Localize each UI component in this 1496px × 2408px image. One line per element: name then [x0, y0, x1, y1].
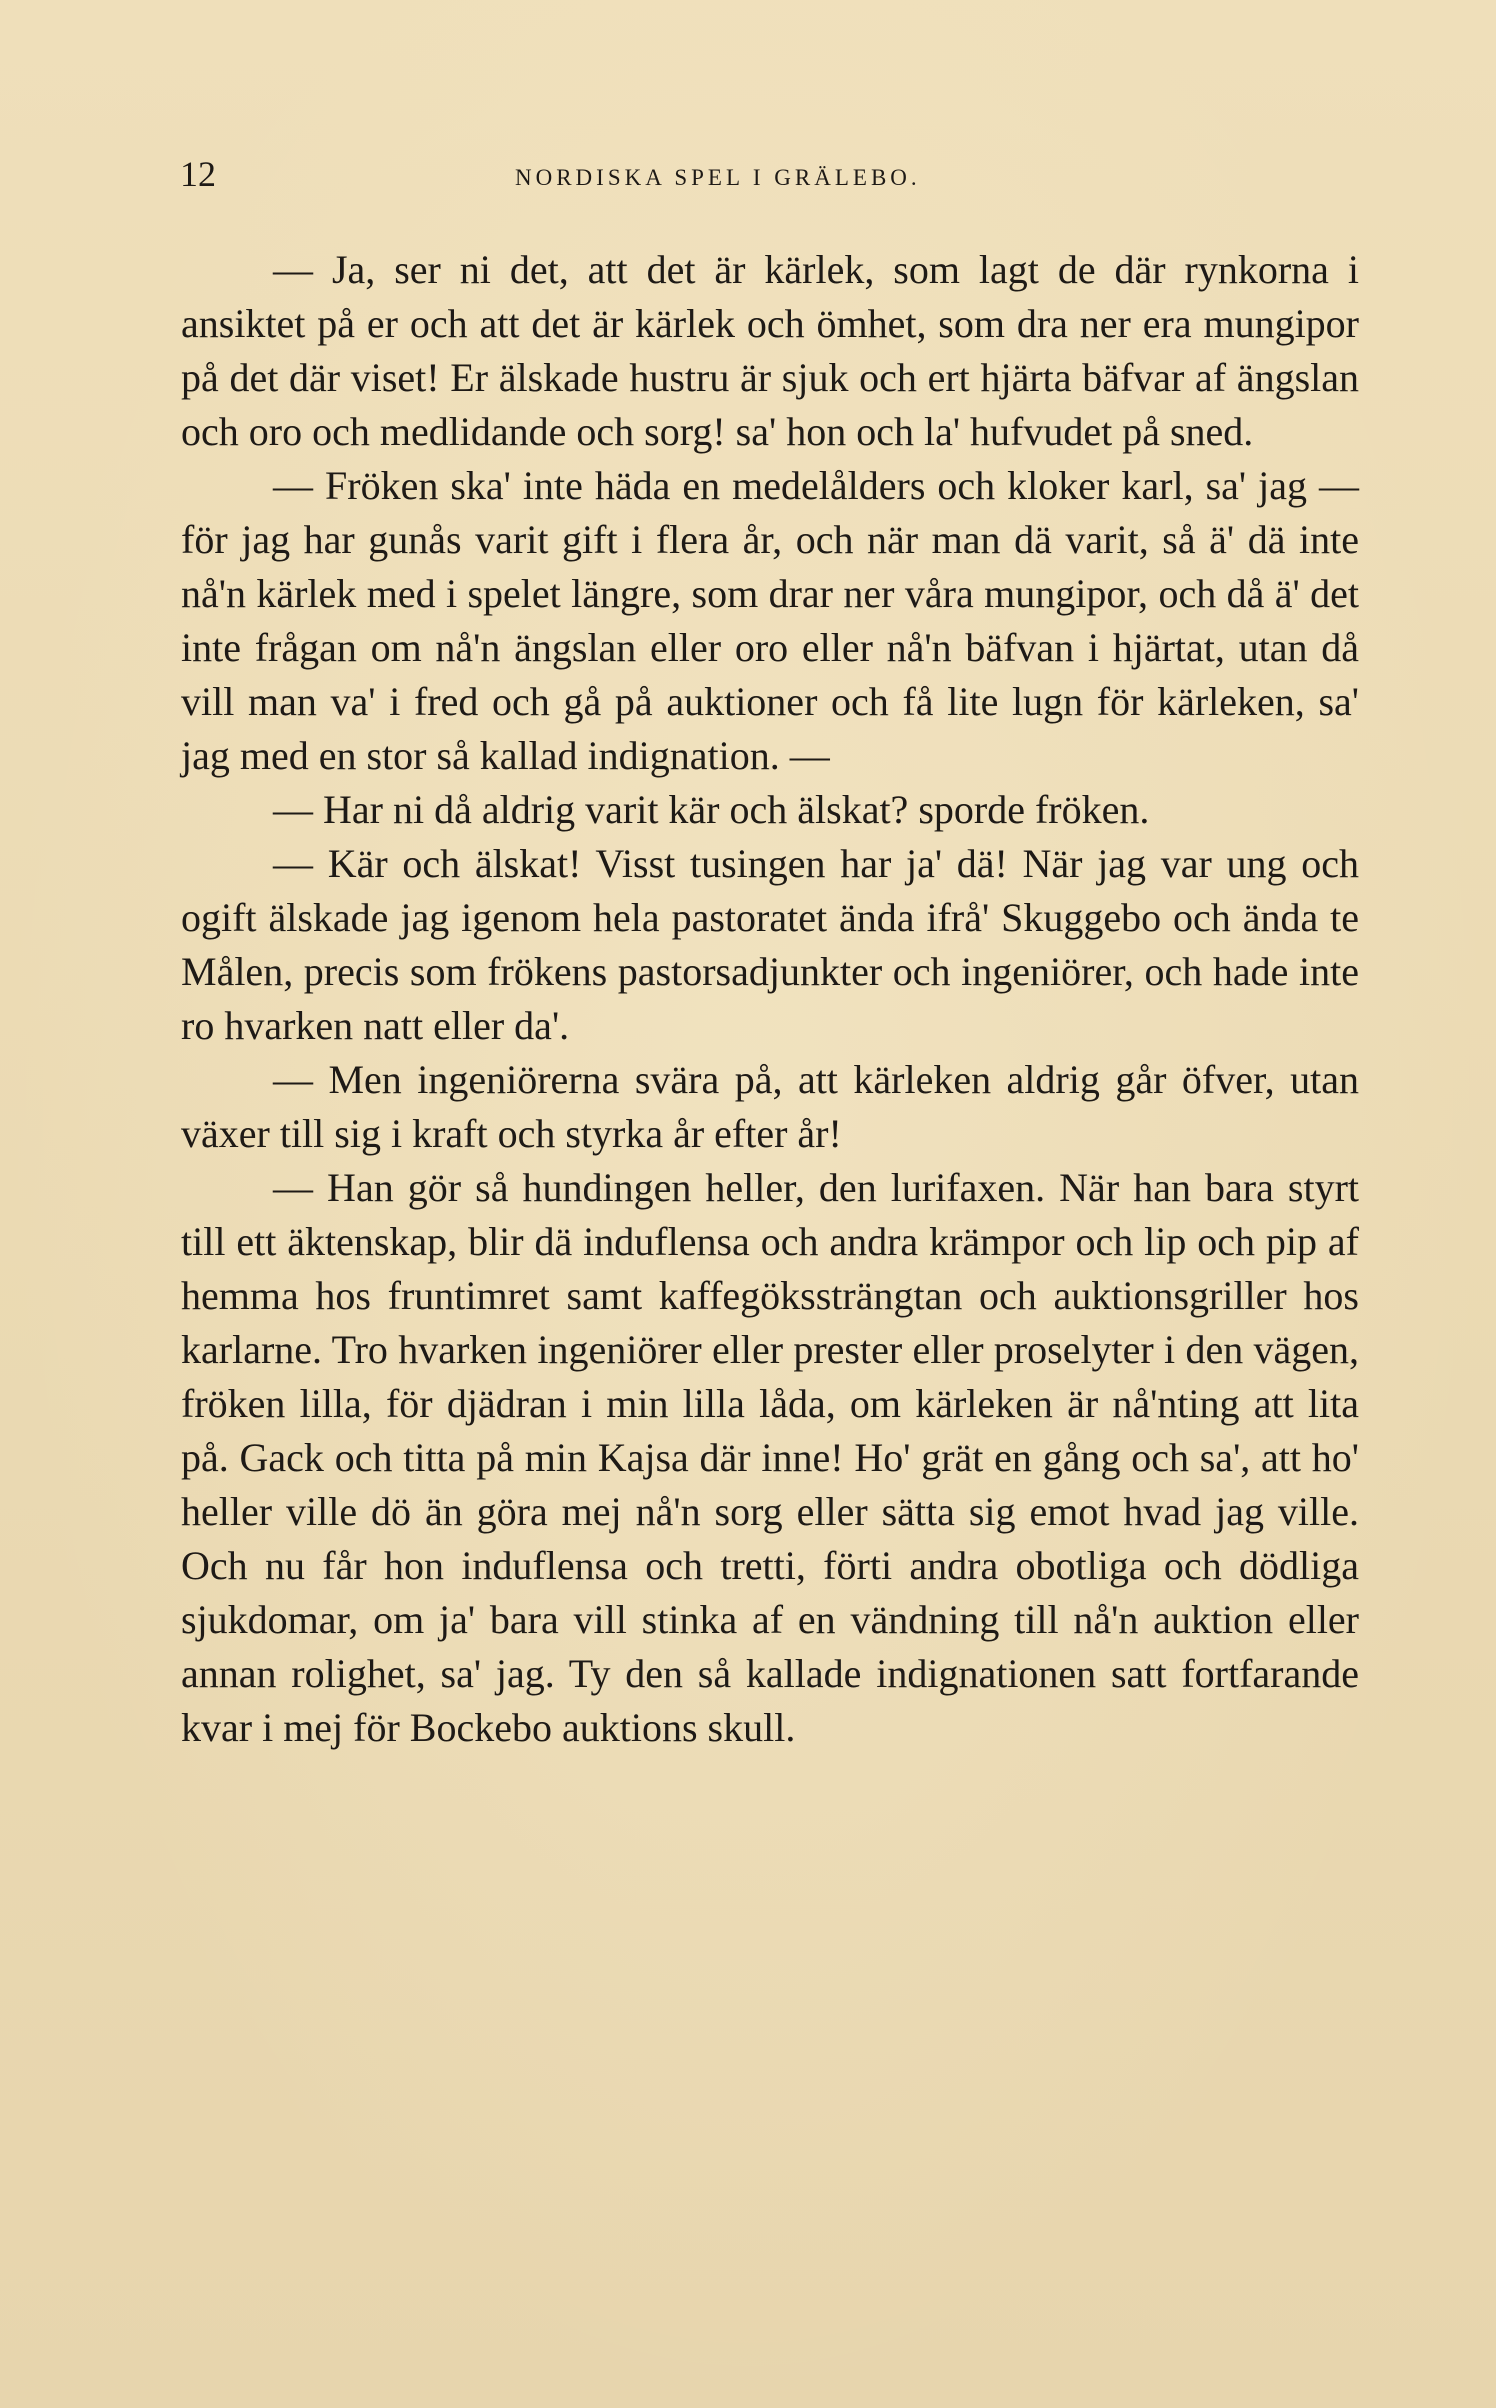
paragraph: — Kär och älskat! Visst tusingen har ja' dä! När jag var ung och ogift älskade jag igenom hela pastoratet ända ifrå' Skuggebo och ända te Målen, precis som frökens pastorsadjunkter och ingeniörer, och hade inte ro hvarken natt eller da'.: [181, 841, 1359, 1048]
running-head: NORDISKA SPEL I GRÄLEBO.: [515, 165, 921, 190]
paragraph: — Fröken ska' inte häda en medelålders och kloker karl, sa' jag — för jag har gunås varit gift i flera år, och när man dä varit, så ä' dä inte nå'n kärlek med i spelet längre, som drar ner våra mungipor, och då ä' det inte frågan om nå'n ängslan eller oro eller nå'n bäfvan i hjärtat, utan då vill man va' i fred och gå på auktioner och få lite lugn för kärleken, sa' jag med en stor så kallad indignation. —: [181, 463, 1359, 778]
paragraph: — Ja, ser ni det, att det är kärlek, som lagt de där rynkorna i ansiktet på er och att det är kärlek och ömhet, som dra ner era mungipor på det där viset! Er älskade hustru är sjuk och ert hjärta bäfvar af ängslan och oro och medlidande och sorg! sa' hon och la' hufvudet på sned.: [181, 247, 1359, 454]
page-number: 12: [180, 154, 216, 194]
paragraph: — Har ni då aldrig varit kär och älskat? sporde fröken.: [273, 787, 1150, 832]
paragraph: — Men ingeniörerna svära på, att kärleken aldrig går öfver, utan växer till sig i kraft och styrka år efter år!: [181, 1057, 1359, 1156]
paragraph: — Han gör så hundingen heller, den lurifaxen. När han bara styrt till ett äktenskap, blir dä induflensa och andra krämpor och lip och pip af hemma hos fruntimret samt kaffegökssträngtan och auktionsgriller hos karlarne. Tro hvarken ingeniörer eller prester eller proselyter i den vägen, fröken lilla, för djädran i min lilla låda, om kärleken är nå'nting att lita på. Gack och titta på min Kajsa där inne! Ho' grät en gång och sa', att ho' heller ville dö än göra mej nå'n sorg eller sätta sig emot hvad jag ville. Och nu får hon induflensa och tretti, förti andra obotliga och dödliga sjukdomar, om ja' bara vill stinka af en vändning till nå'n auktion eller annan rolighet, sa' jag. Ty den så kallade indignationen satt fortfarande kvar i mej för Bockebo auktions skull.: [181, 1165, 1359, 1750]
body-text: [181, 243, 1359, 1755]
